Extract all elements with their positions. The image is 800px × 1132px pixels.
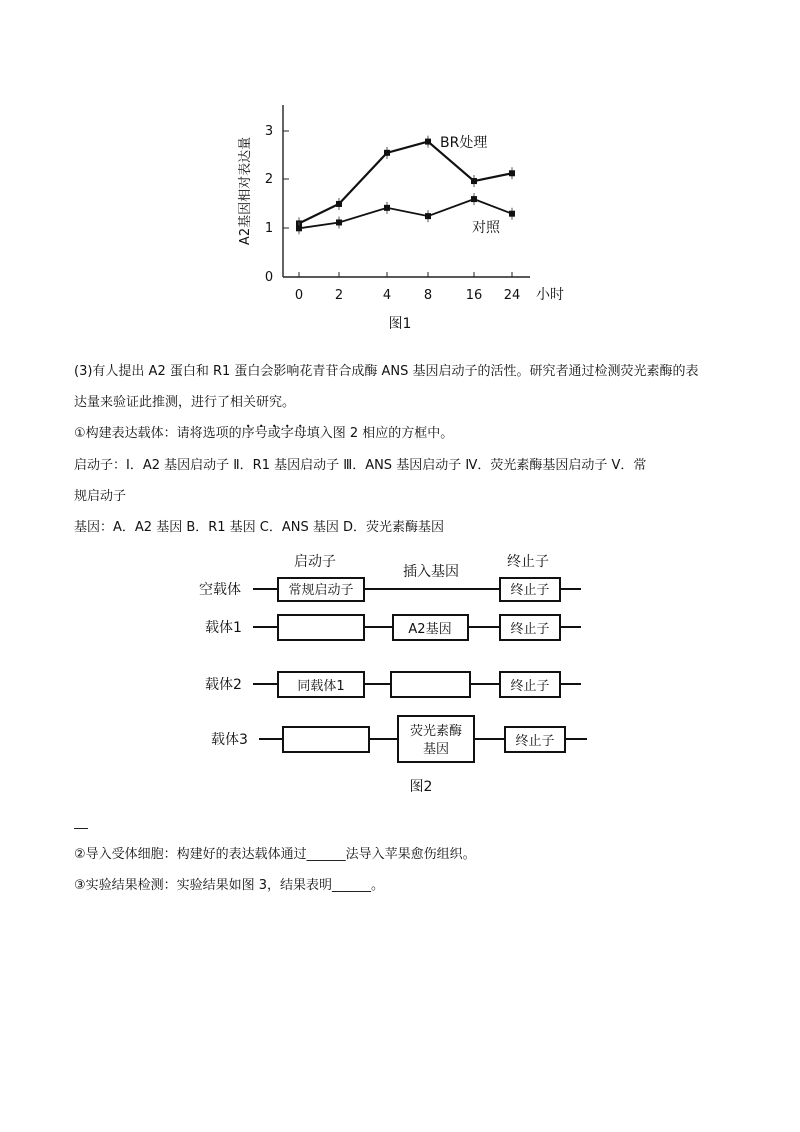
figure-2-caption: 图2 xyxy=(409,779,433,795)
question-1-pre: ①构建表达载体：请将选项的 xyxy=(74,426,242,441)
data-point-br xyxy=(336,201,342,207)
data-point-br xyxy=(384,150,390,156)
terminator-box-text: 终止子 xyxy=(510,679,550,694)
series-label-br: BR处理 xyxy=(440,135,488,151)
data-point-br xyxy=(509,170,515,176)
x-tick-label: 0 xyxy=(294,288,304,303)
emphasis-char: 字 xyxy=(280,426,294,441)
paragraph-3-line1: (3)有人提出 A2 蛋白和 R1 蛋白会影响花青苷合成酶 ANS 基因启动子的活性。研究者通过检测荧光素酶的表 xyxy=(74,364,699,379)
emphasis-char: 母 xyxy=(293,426,307,441)
figure-1-caption: 图1 xyxy=(388,316,412,332)
x-tick-label: 4 xyxy=(382,288,392,303)
x-unit-label: 小时 xyxy=(536,287,564,303)
paragraph-3-line2: 达量来验证此推测，进行了相关研究。 xyxy=(74,395,296,410)
x-tick-label: 24 xyxy=(503,288,521,303)
header-terminator: 终止子 xyxy=(507,554,549,570)
promoter-blank-box xyxy=(278,615,364,640)
data-point-control xyxy=(336,219,342,225)
figure-1-chart xyxy=(230,95,590,335)
y-axis-label: A2基因相对表达量 xyxy=(238,136,253,246)
insert-gene-box-text: A2基因 xyxy=(408,622,452,637)
row-label-vector-2: 载体2 xyxy=(205,677,242,693)
promoter-box-text: 常规启动子 xyxy=(288,583,354,598)
row-label-vector-1: 载体1 xyxy=(205,620,242,636)
promoter-box-text: 同载体1 xyxy=(297,679,345,694)
series-label-control: 对照 xyxy=(472,220,500,236)
x-tick-label: 8 xyxy=(423,288,433,303)
y-tick-label: 0 xyxy=(264,270,274,285)
emphasis-char: 或 xyxy=(267,426,281,441)
separator-dash xyxy=(74,828,88,829)
data-point-control xyxy=(471,196,477,202)
insert-gene-box-text-1: 荧光素酶 xyxy=(409,724,463,739)
insert-gene-box-text-2: 基因 xyxy=(422,742,450,757)
terminator-box-text: 终止子 xyxy=(510,622,550,637)
question-1-post: 填入图 2 相应的方框中。 xyxy=(306,426,454,441)
emphasis-char: 号 xyxy=(254,426,268,441)
terminator-box-text: 终止子 xyxy=(510,583,550,598)
insert-blank-box xyxy=(391,672,470,697)
promoter-options-line2: 规启动子 xyxy=(74,489,127,504)
row-label-empty-vector: 空载体 xyxy=(199,582,241,598)
y-tick-label: 1 xyxy=(264,221,274,236)
figure-2-diagram xyxy=(195,548,615,798)
y-tick-label: 3 xyxy=(264,124,274,139)
row-label-vector-3: 载体3 xyxy=(211,732,248,748)
header-insert-gene: 插入基因 xyxy=(403,564,459,580)
data-point-control xyxy=(296,225,302,231)
promoter-options-line1: 启动子：Ⅰ．A2 基因启动子 Ⅱ．R1 基因启动子 Ⅲ．ANS 基因启动子 Ⅳ．荧光素酶基因启动子 Ⅴ．常 xyxy=(74,458,647,473)
question-3: ③实验结果检测：实验结果如图 3，结果表明______。 xyxy=(74,878,385,893)
question-2: ②导入受体细胞：构建好的表达载体通过______法导入苹果愈伤组织。 xyxy=(74,847,476,862)
terminator-box-text: 终止子 xyxy=(515,734,555,749)
data-point-br xyxy=(425,139,431,145)
question-1-text xyxy=(74,424,453,444)
data-point-control xyxy=(509,211,515,217)
header-promoter: 启动子 xyxy=(294,554,336,570)
emphasis-char: 序 xyxy=(241,426,255,441)
x-tick-label: 2 xyxy=(334,288,344,303)
promoter-blank-box xyxy=(283,727,369,752)
data-point-control xyxy=(384,205,390,211)
y-tick-label: 2 xyxy=(264,172,274,187)
data-point-control xyxy=(425,213,431,219)
gene-options: 基因：A．A2 基因 B．R1 基因 C．ANS 基因 D．荧光素酶基因 xyxy=(74,520,445,535)
x-tick-label: 16 xyxy=(465,288,483,303)
data-point-br xyxy=(471,178,477,184)
